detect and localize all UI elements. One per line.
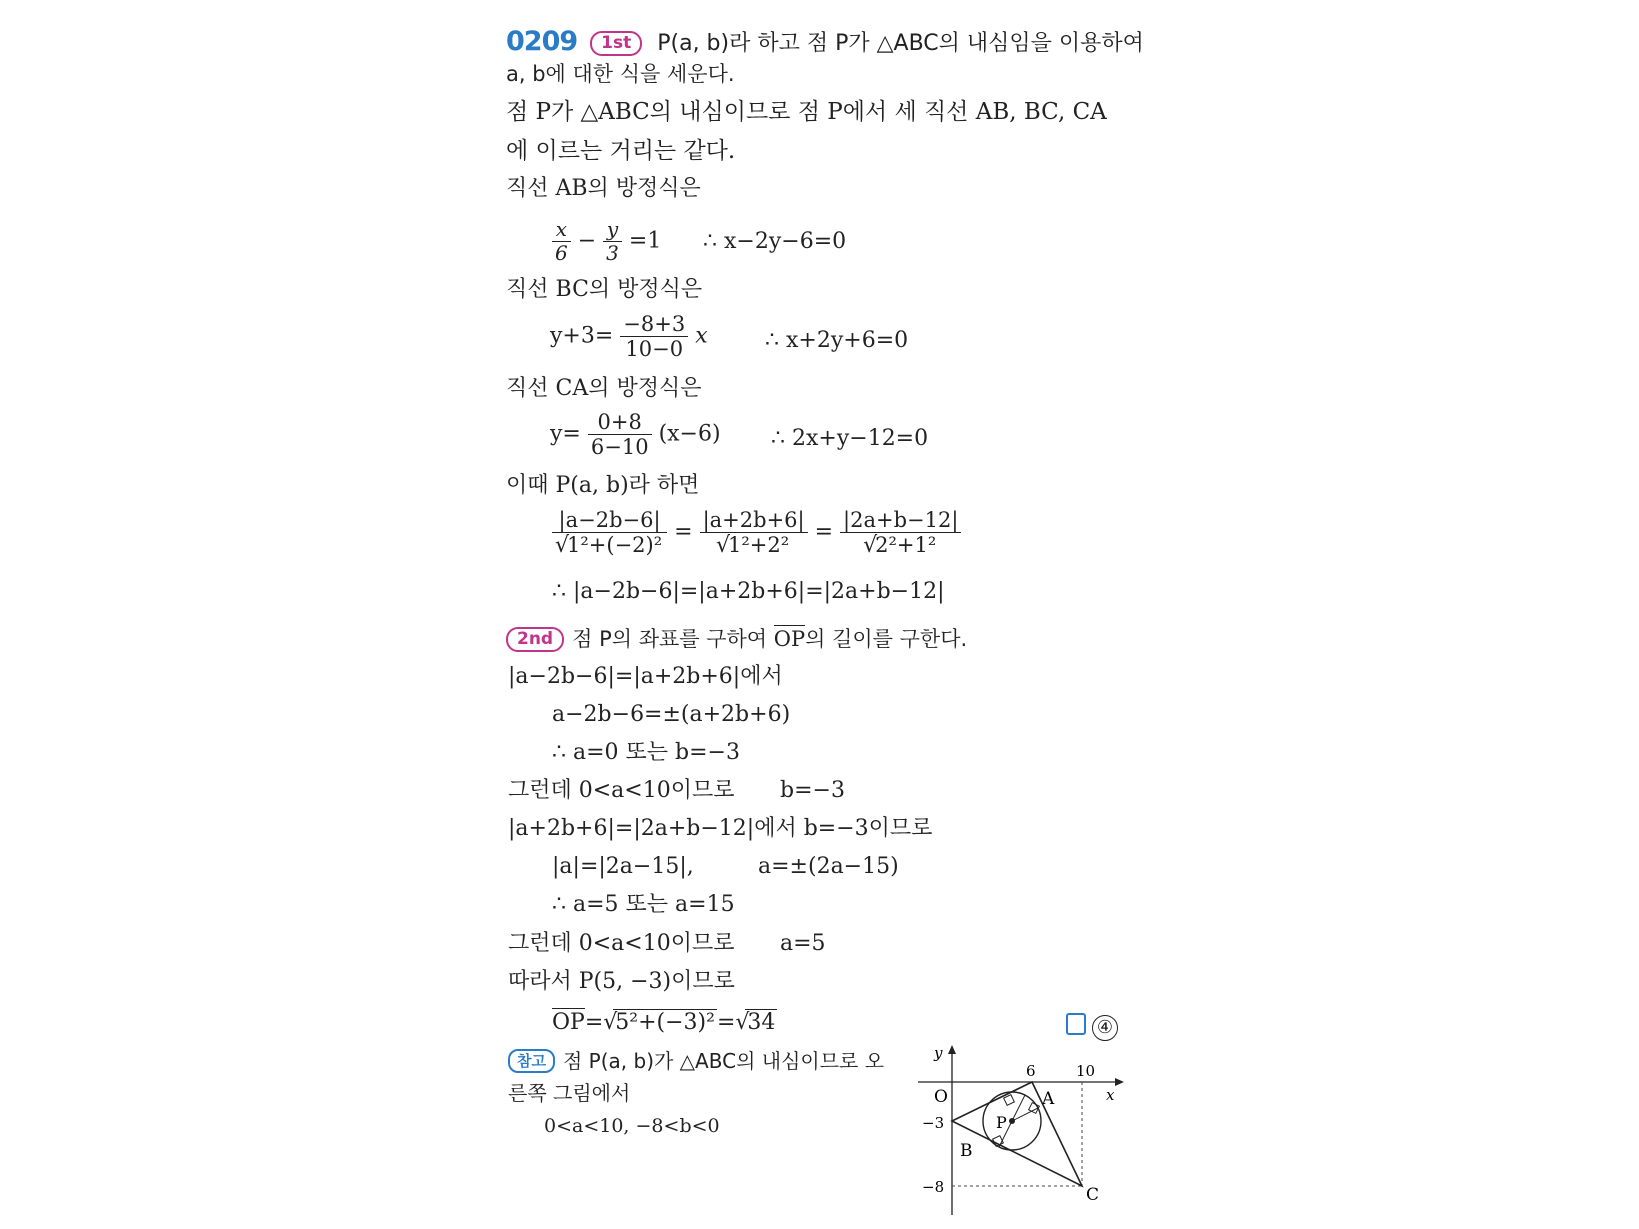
y-axis-label: y bbox=[934, 1044, 943, 1062]
step2-intro-b: 의 길이를 구한다. bbox=[805, 627, 968, 651]
radicand: 1²+2² bbox=[728, 533, 790, 558]
line-bc-result: ∴ x+2y+6=0 bbox=[765, 328, 909, 353]
right-angle-mark-ab bbox=[1004, 1095, 1015, 1106]
numerator: x bbox=[552, 218, 571, 242]
radicand: 2²+1² bbox=[875, 533, 937, 558]
denominator: √ 1²+2² bbox=[716, 533, 790, 559]
step2-line5: |a+2b+6|=|2a+b−12|에서 b=−3이므로 bbox=[508, 816, 933, 841]
line-ab-heading: 직선 AB의 방정식은 bbox=[506, 176, 701, 201]
step2-line3: ∴ a=0 또는 b=−3 bbox=[552, 740, 740, 765]
fraction-slope-ca bbox=[588, 410, 652, 459]
answer bbox=[1066, 1013, 1118, 1041]
numerator: |2a+b−12| bbox=[840, 508, 961, 533]
minus-sign: − bbox=[577, 228, 597, 254]
numerator: |a+2b+6| bbox=[700, 508, 808, 533]
step2-line8b: a=5 bbox=[780, 931, 826, 956]
label-p: P bbox=[996, 1113, 1007, 1132]
denominator: 10−0 bbox=[625, 337, 684, 362]
line-ab-result: ∴ x−2y−6=0 bbox=[703, 229, 847, 254]
numerator: −8+3 bbox=[620, 312, 688, 337]
step2-line7: ∴ a=5 또는 a=15 bbox=[552, 892, 735, 917]
incenter-explanation-line1: 점 P가 △ABC의 내심이므로 점 P에서 세 직선 AB, BC, CA bbox=[506, 99, 1107, 125]
step2-intro-a: 점 P의 좌표를 구하여 bbox=[572, 627, 774, 651]
equals: = bbox=[814, 519, 834, 545]
then-let-p: 이때 P(a, b)라 하면 bbox=[506, 473, 700, 498]
line-ab-equation bbox=[552, 218, 661, 265]
step2-line4b: b=−3 bbox=[780, 778, 845, 803]
equals: = bbox=[716, 1010, 736, 1035]
denominator: √ 2²+1² bbox=[863, 533, 937, 559]
bc-lhs: y+3= bbox=[550, 323, 614, 349]
answer-choice: ④ bbox=[1092, 1015, 1118, 1041]
denominator: 6 bbox=[555, 241, 568, 265]
ca-lhs: y= bbox=[550, 421, 581, 447]
distance-to-ab bbox=[552, 508, 667, 557]
segment-op: OP bbox=[773, 627, 806, 651]
triangle-abc bbox=[952, 1082, 1082, 1186]
incenter-explanation-line2: 에 이르는 거리는 같다. bbox=[506, 138, 736, 164]
line-ca-heading: 직선 CA의 방정식은 bbox=[506, 376, 702, 401]
tick-minus-3: −3 bbox=[922, 1114, 945, 1132]
x-axis-arrow bbox=[1115, 1078, 1124, 1086]
radicand: 1²+(−2)² bbox=[567, 533, 663, 558]
tick-minus-8: −8 bbox=[922, 1178, 945, 1196]
equals-one: =1 bbox=[628, 228, 662, 254]
line-ca-result: ∴ 2x+y−12=0 bbox=[771, 426, 929, 451]
step2-line8a: 그런데 0<a<10이므로 bbox=[508, 931, 735, 956]
note-line1 bbox=[508, 1049, 884, 1073]
bc-x: x bbox=[695, 323, 708, 349]
y-axis-arrow bbox=[948, 1045, 956, 1054]
numerator: |a−2b−6| bbox=[552, 508, 667, 533]
incircle-figure bbox=[910, 1040, 1130, 1220]
problem-number: 0209 bbox=[506, 26, 578, 57]
equals: = bbox=[674, 519, 693, 545]
label-a: A bbox=[1042, 1089, 1055, 1109]
origin-label: O bbox=[934, 1087, 948, 1107]
x-axis-label: x bbox=[1106, 1086, 1115, 1104]
step2-line6b: a=±(2a−15) bbox=[758, 854, 899, 879]
final-op-length: OP= √ 5²+(−3)²= √ 34 bbox=[552, 1010, 776, 1035]
fraction-slope-bc bbox=[620, 312, 688, 361]
answer-icon bbox=[1066, 1013, 1086, 1035]
tick-6: 6 bbox=[1026, 1062, 1036, 1080]
distance-to-ca bbox=[840, 508, 961, 557]
label-b: B bbox=[960, 1141, 973, 1161]
step1-intro-line1: P(a, b)라 하고 점 P가 △ABC의 내심임을 이용하여 bbox=[657, 31, 1144, 56]
step2-line2: a−2b−6=±(a+2b+6) bbox=[552, 702, 791, 727]
step2-line6a: |a|=|2a−15|, bbox=[552, 854, 694, 879]
note-text: 점 P(a, b)가 △ABC의 내심이므로 오 bbox=[562, 1049, 885, 1073]
line-bc-equation bbox=[550, 312, 708, 361]
denominator: √ 1²+(−2)² bbox=[555, 533, 663, 559]
distance-equality bbox=[552, 508, 961, 557]
step1-badge: 1st bbox=[590, 31, 642, 56]
note-line2: 른쪽 그림에서 bbox=[508, 1081, 631, 1105]
step2-badge: 2nd bbox=[506, 627, 564, 652]
segment-op: OP bbox=[552, 1010, 585, 1035]
radius-to-ab bbox=[1012, 1095, 1025, 1121]
step2-header bbox=[506, 627, 967, 652]
note-line3: 0<a<10, −8<b<0 bbox=[544, 1115, 720, 1137]
tick-10: 10 bbox=[1076, 1062, 1096, 1080]
note-badge: 참고 bbox=[508, 1049, 555, 1073]
denominator: 3 bbox=[606, 241, 619, 265]
step1-intro-line2: a, b에 대한 식을 세운다. bbox=[506, 62, 735, 86]
equals: = bbox=[584, 1010, 604, 1035]
step1-header bbox=[506, 28, 1144, 56]
numerator: 0+8 bbox=[588, 410, 652, 435]
distance-to-bc bbox=[700, 508, 808, 557]
denominator: 6−10 bbox=[590, 435, 649, 460]
step2-line1: |a−2b−6|=|a+2b+6|에서 bbox=[508, 664, 783, 689]
radius-to-ca bbox=[1012, 1108, 1038, 1121]
label-c: C bbox=[1086, 1185, 1100, 1205]
ca-tail: (x−6) bbox=[658, 421, 721, 447]
therefore-abs-equal: ∴ |a−2b−6|=|a+2b+6|=|2a+b−12| bbox=[552, 579, 945, 604]
fraction-x-over-6 bbox=[552, 218, 571, 265]
radicand: 5²+(−3)² bbox=[615, 1010, 715, 1035]
radicand: 34 bbox=[747, 1010, 776, 1035]
step2-line4a: 그런데 0<a<10이므로 bbox=[508, 778, 735, 803]
fraction-y-over-3 bbox=[603, 218, 622, 265]
step2-line9: 따라서 P(5, −3)이므로 bbox=[508, 969, 735, 994]
numerator: y bbox=[603, 218, 622, 242]
line-bc-heading: 직선 BC의 방정식은 bbox=[506, 277, 703, 302]
line-ca-equation bbox=[550, 410, 721, 459]
